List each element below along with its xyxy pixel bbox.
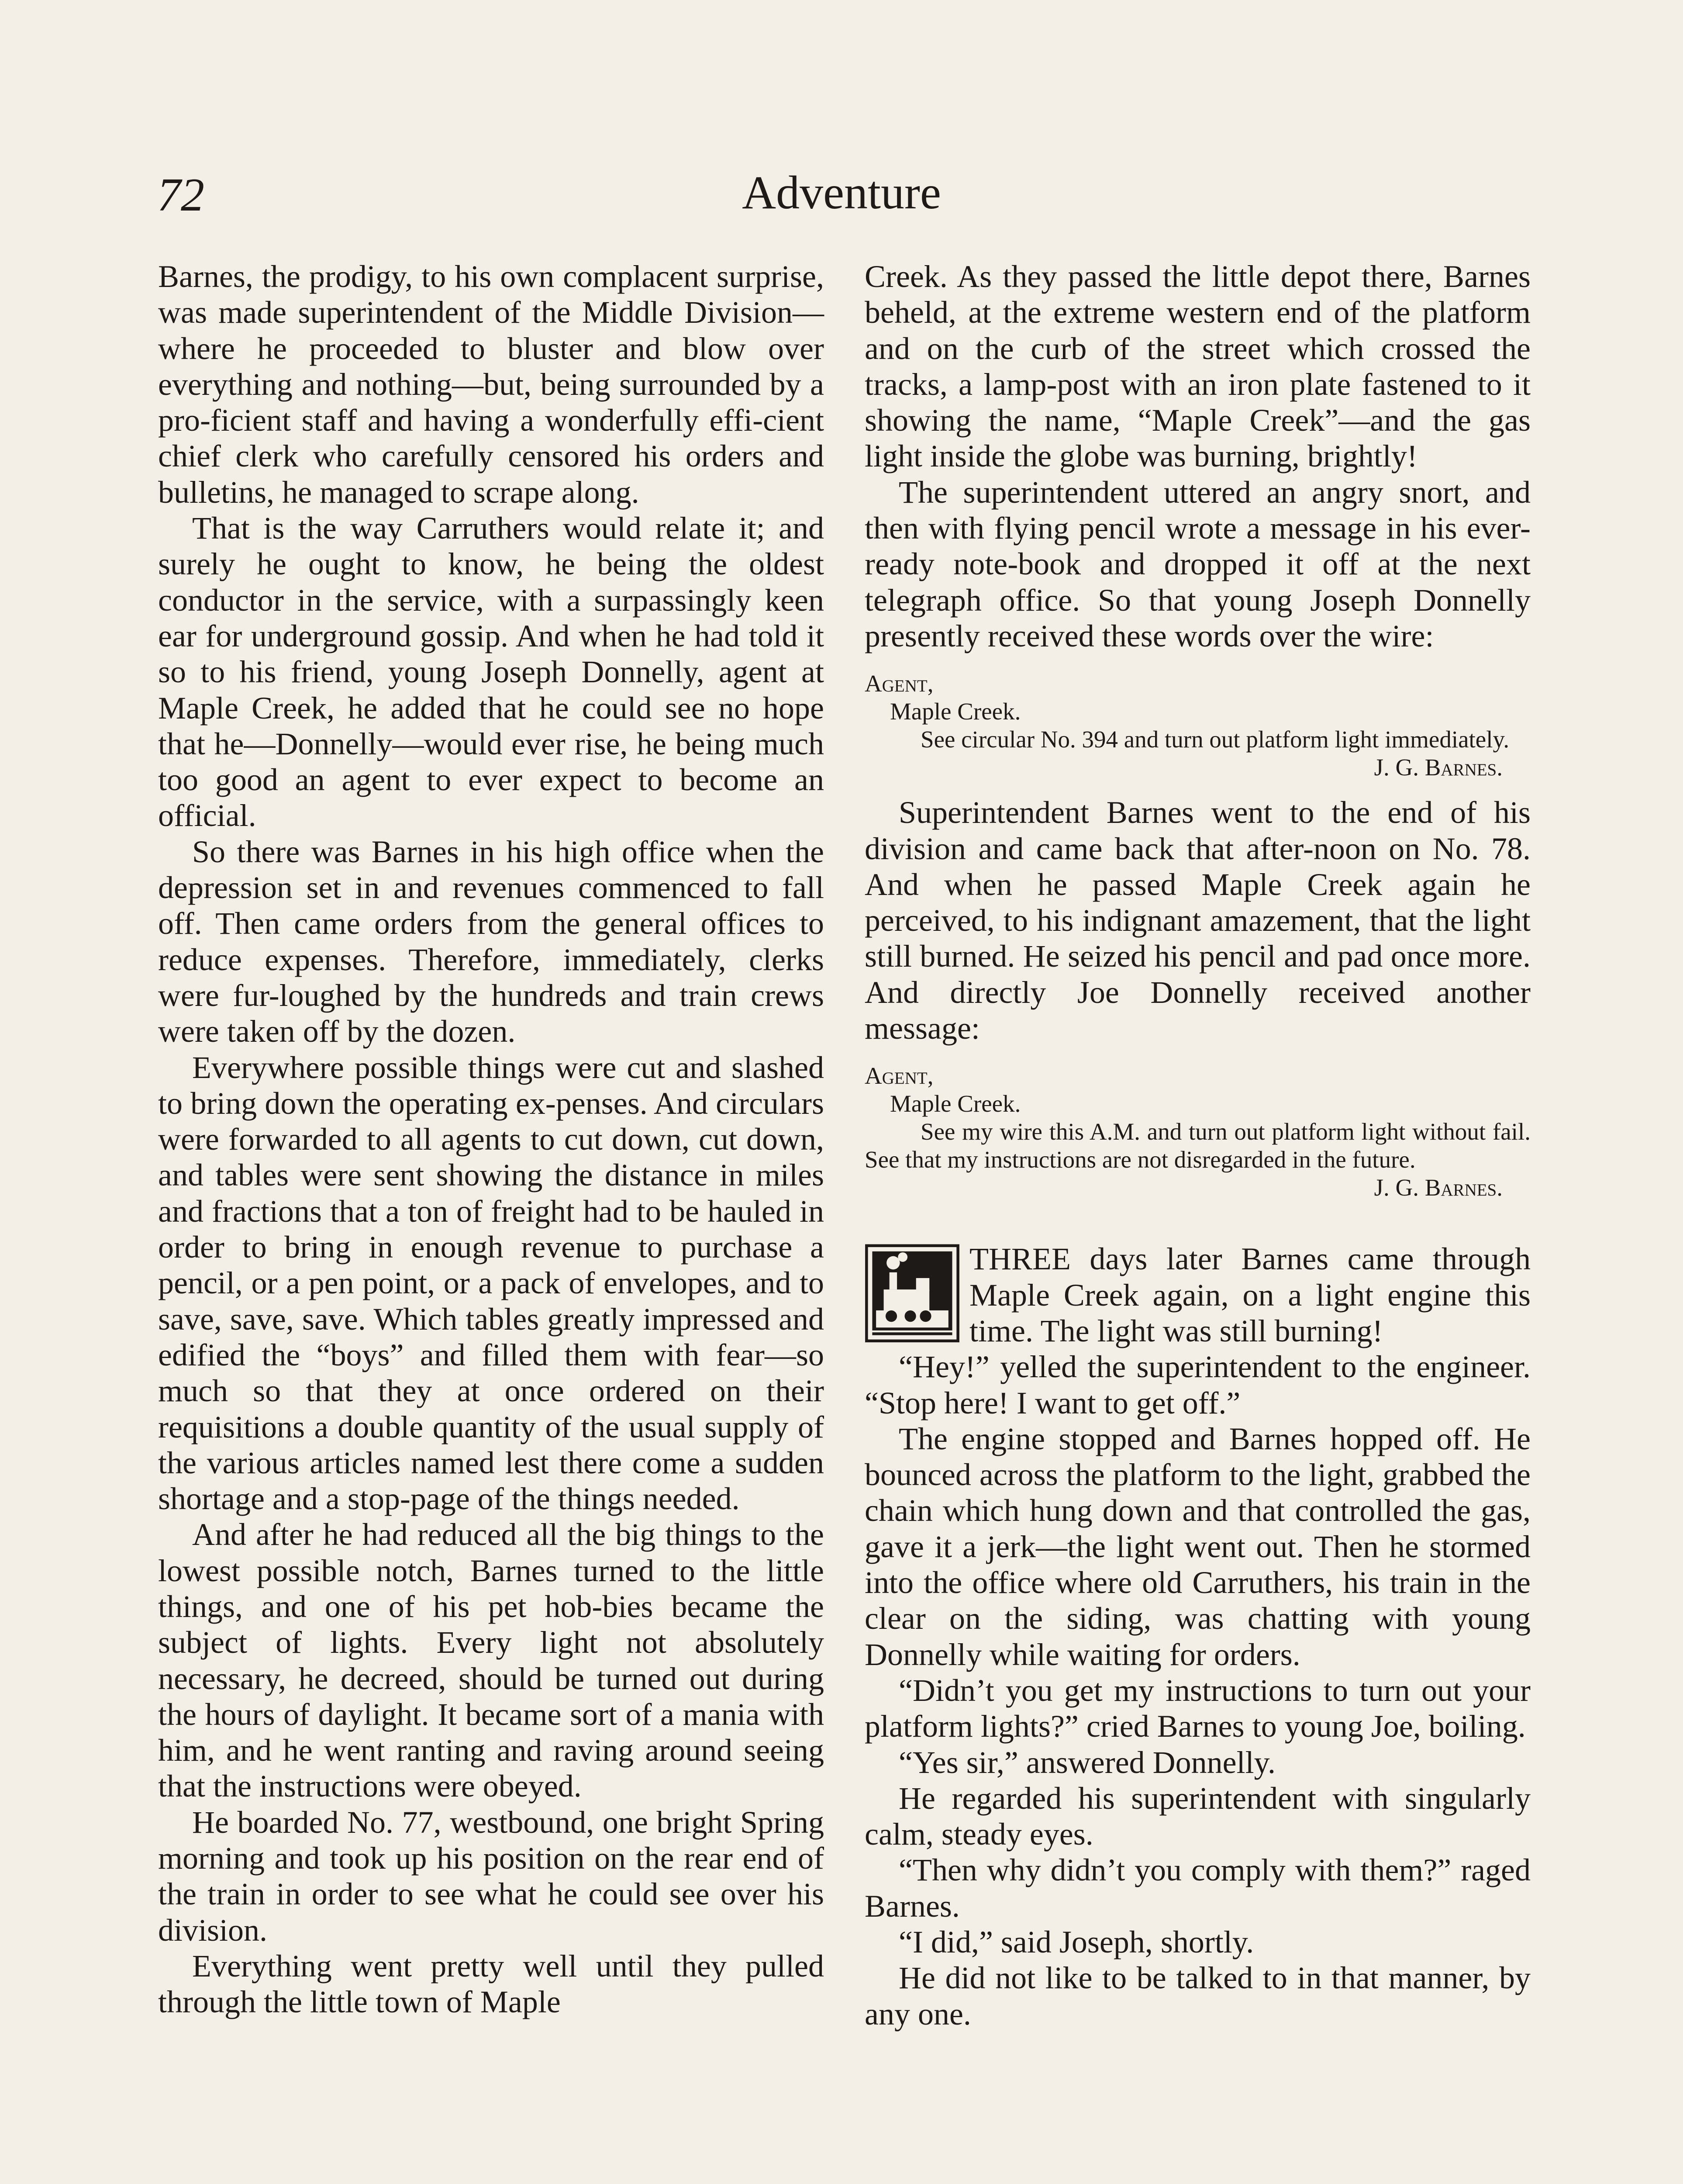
telegram-message-2 xyxy=(865,1062,1531,1202)
section-opening xyxy=(865,1241,1531,1349)
page-number: 72 xyxy=(157,169,204,221)
telegram-signature: J. G. Barnes. xyxy=(1374,1174,1503,1201)
paragraph: The engine stopped and Barnes hopped off. He bounced across the platform to the light, grabbed the chain which hung down and that controlled the gas, gave it a jerk—the light went out. Then he stormed into the office where old Carruthers, his train in the clear on the siding, was chatting with young Donnelly while waiting for orders. xyxy=(865,1421,1531,1672)
section-first-paragraph: THREE days later Barnes came through Maple Creek again, on a light engine this time. The light was still burning! xyxy=(969,1241,1531,1348)
paragraph: Superintendent Barnes went to the end of his division and came back that after-noon on No. 78. And when he passed Maple Creek again he perceived, to his indignant amazement, that the light still burned. He seized his pencil and pad once more. And directly Joe Donnelly received another message: xyxy=(865,795,1531,1046)
telegram-recipient: Agent, xyxy=(865,1062,934,1089)
telegram-signature: J. G. Barnes. xyxy=(1374,754,1503,781)
paragraph: He regarded his superintendent with singularly calm, steady eyes. xyxy=(865,1780,1531,1852)
train-engine-vignette-icon xyxy=(865,1244,960,1345)
telegram-body: See my wire this A.M. and turn out platform light without fail. See that my instructions are not disregarded in the future. xyxy=(865,1118,1531,1173)
paragraph: So there was Barnes in his high office when the depression set in and revenues commenced to fall off. Then came orders from the general offices to reduce expenses. Therefore, immediately, clerks were fur-loughed by the hundreds and train crews were taken off by the dozen. xyxy=(158,834,824,1049)
paragraph: “Hey!” yelled the superintendent to the engineer. “Stop here! I want to get off.” xyxy=(865,1349,1531,1420)
paragraph: And after he had reduced all the big things to the lowest possible notch, Barnes turned to the little things, and one of his pet hob-bies became the subject of lights. Every light not absolutely necessary, he decreed, should be turned out during the hours of daylight. It became sort of a mania with him, and he went ranting and raving around seeing that the instructions were obeyed. xyxy=(158,1517,824,1804)
telegram-message-1 xyxy=(865,670,1531,781)
paragraph: “Then why didn’t you comply with them?” raged Barnes. xyxy=(865,1852,1531,1924)
telegram-place: Maple Creek. xyxy=(890,698,1021,725)
telegram-body: See circular No. 394 and turn out platform light immediately. xyxy=(921,726,1510,753)
paragraph: “I did,” said Joseph, shortly. xyxy=(899,1924,1254,1959)
paragraph: Everywhere possible things were cut and slashed to bring down the operating ex-penses. And circulars were forwarded to all agents to cut down, cut down, and tables were sent showing the distance in miles and fractions that a ton of freight had to be hauled in order to bring in enough revenue to purchase a pencil, or a pen point, or a pack of envelopes, and to save, save, save. Which tables greatly impressed and edified the “boys” and filled them with fear—so much so that they at once ordered on their requisitions a double quantity of the usual supply of the various articles named lest there come a sudden shortage and a stop-page of the things needed. xyxy=(158,1050,824,1517)
paragraph: Creek. As they passed the little depot there, Barnes beheld, at the extreme western end of the platform and on the curb of the street which crossed the tracks, a lamp-post with an iron plate fastened to it showing the name, “Maple Creek”—and the gas light inside the globe was burning, brightly! xyxy=(865,259,1531,474)
right-column xyxy=(865,259,1531,2032)
running-head: Adventure xyxy=(742,167,941,219)
paragraph: Everything went pretty well until they pulled through the little town of Maple xyxy=(158,1948,824,2020)
telegram-recipient: Agent, xyxy=(865,670,934,697)
paragraph: Barnes, the prodigy, to his own complacent surprise, was made superintendent of the Middle Division—where he proceeded to bluster and blow over everything and nothing—but, being surrounded by a pro-ficient staff and having a wonderfully effi-cient chief clerk who carefully censored his orders and bulletins, he managed to scrape along. xyxy=(158,259,824,510)
telegram-place: Maple Creek. xyxy=(890,1090,1021,1117)
left-column xyxy=(158,259,824,2020)
paragraph: “Didn’t you get my instructions to turn out your platform lights?” cried Barnes to young Joe, boiling. xyxy=(865,1673,1531,1744)
paragraph: He did not like to be talked to in that manner, by any one. xyxy=(865,1960,1531,2032)
paragraph: “Yes sir,” answered Donnelly. xyxy=(899,1745,1276,1780)
paragraph: That is the way Carruthers would relate it; and surely he ought to know, he being the oldest conductor in the service, with a surpassingly keen ear for underground gossip. And when he had told it so to his friend, young Joseph Donnelly, agent at Maple Creek, he added that he could see no hope that he—Donnelly—would ever rise, he being much too good an agent to ever expect to become an official. xyxy=(158,511,824,833)
paragraph: The superintendent uttered an angry snort, and then with flying pencil wrote a message in his ever-ready note-book and dropped it off at the next telegraph office. So that young Joseph Donnelly presently received these words over the wire: xyxy=(865,474,1531,653)
paragraph: He boarded No. 77, westbound, one bright Spring morning and took up his position on the rear end of the train in order to see what he could see over his division. xyxy=(158,1804,824,1948)
